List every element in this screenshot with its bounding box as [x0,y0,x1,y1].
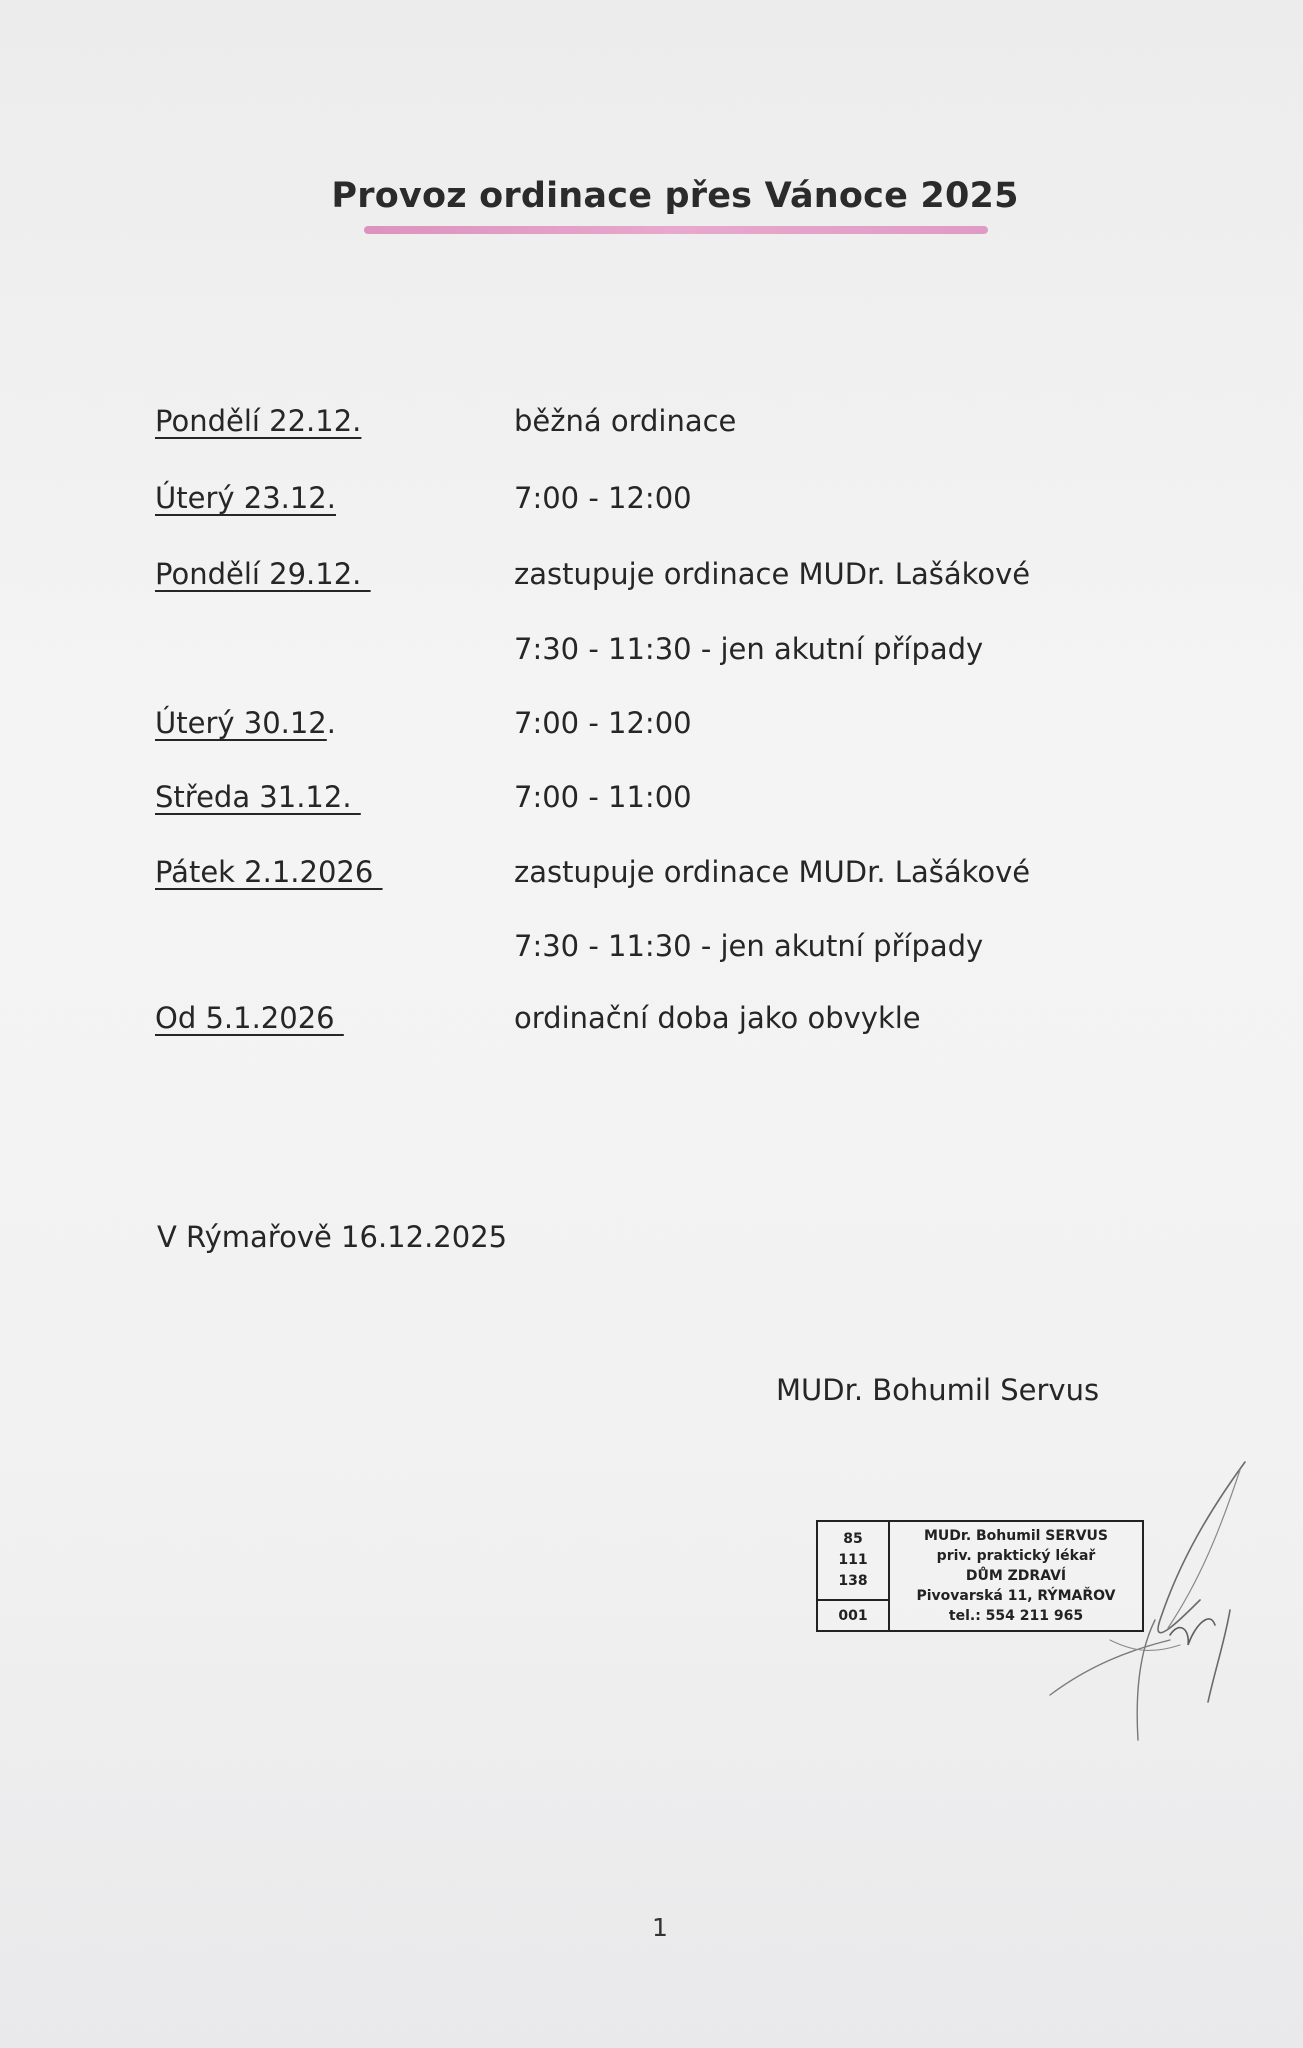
page-number: 1 [652,1913,668,1942]
schedule-info-secondary: 7:30 - 11:30 - jen akutní případy [514,632,984,666]
schedule-day: Pondělí 22.12. [155,404,362,438]
schedule-day: Pondělí 29.12. [155,557,371,591]
schedule-row [0,706,1303,750]
schedule-day: Od 5.1.2026 [155,1001,344,1035]
stamp-codes [818,1522,888,1599]
stamp-line: tel.: 554 211 965 [948,1608,1084,1624]
stamp-code: 85 [843,1531,863,1547]
document-title: Provoz ordinace přes Vánoce 2025 [331,176,1019,216]
schedule-day [155,706,336,740]
schedule-info: zastupuje ordinace MUDr. Lašákové [514,855,1031,889]
signatory-name: MUDr. Bohumil Servus [776,1373,1100,1407]
schedule-row-continuation [0,929,1303,973]
schedule-info: 7:00 - 12:00 [514,481,692,515]
stamp-code: 111 [838,1552,868,1568]
stamp-line: DŮM ZDRAVÍ [965,1568,1067,1584]
schedule-info: 7:00 - 12:00 [514,706,692,740]
handwritten-signature [1030,1450,1260,1750]
schedule-info: běžná ordinace [514,404,737,438]
schedule-day: Úterý 23.12. [155,481,336,515]
schedule-info: ordinační doba jako obvykle [514,1001,921,1035]
title-highlight-marker [364,226,988,234]
schedule-row [0,557,1303,601]
schedule-info-secondary: 7:30 - 11:30 - jen akutní případy [514,929,984,963]
stamp-code: 138 [838,1573,868,1589]
stamp-codes-column [818,1522,890,1630]
schedule-info: zastupuje ordinace MUDr. Lašákové [514,557,1031,591]
schedule-row [0,404,1303,448]
schedule-day: Pátek 2.1.2026 [155,855,383,889]
schedule-row [0,1001,1303,1045]
schedule-day-text: Úterý 30.12 [155,706,327,740]
stamp-line: MUDr. Bohumil SERVUS [923,1528,1109,1544]
schedule-row [0,855,1303,899]
schedule-day: Středa 31.12. [155,780,361,814]
schedule-row-continuation [0,632,1303,676]
schedule-row [0,481,1303,525]
place-and-date: V Rýmařově 16.12.2025 [157,1220,508,1254]
stamp-code-bottom: 001 [818,1599,888,1630]
schedule-row [0,780,1303,824]
stamp-line: Pivovarská 11, RÝMAŘOV [916,1588,1116,1604]
schedule-day-suffix: . [326,706,336,740]
schedule-info: 7:00 - 11:00 [514,780,692,814]
stamp-line: priv. praktický lékař [936,1548,1096,1564]
